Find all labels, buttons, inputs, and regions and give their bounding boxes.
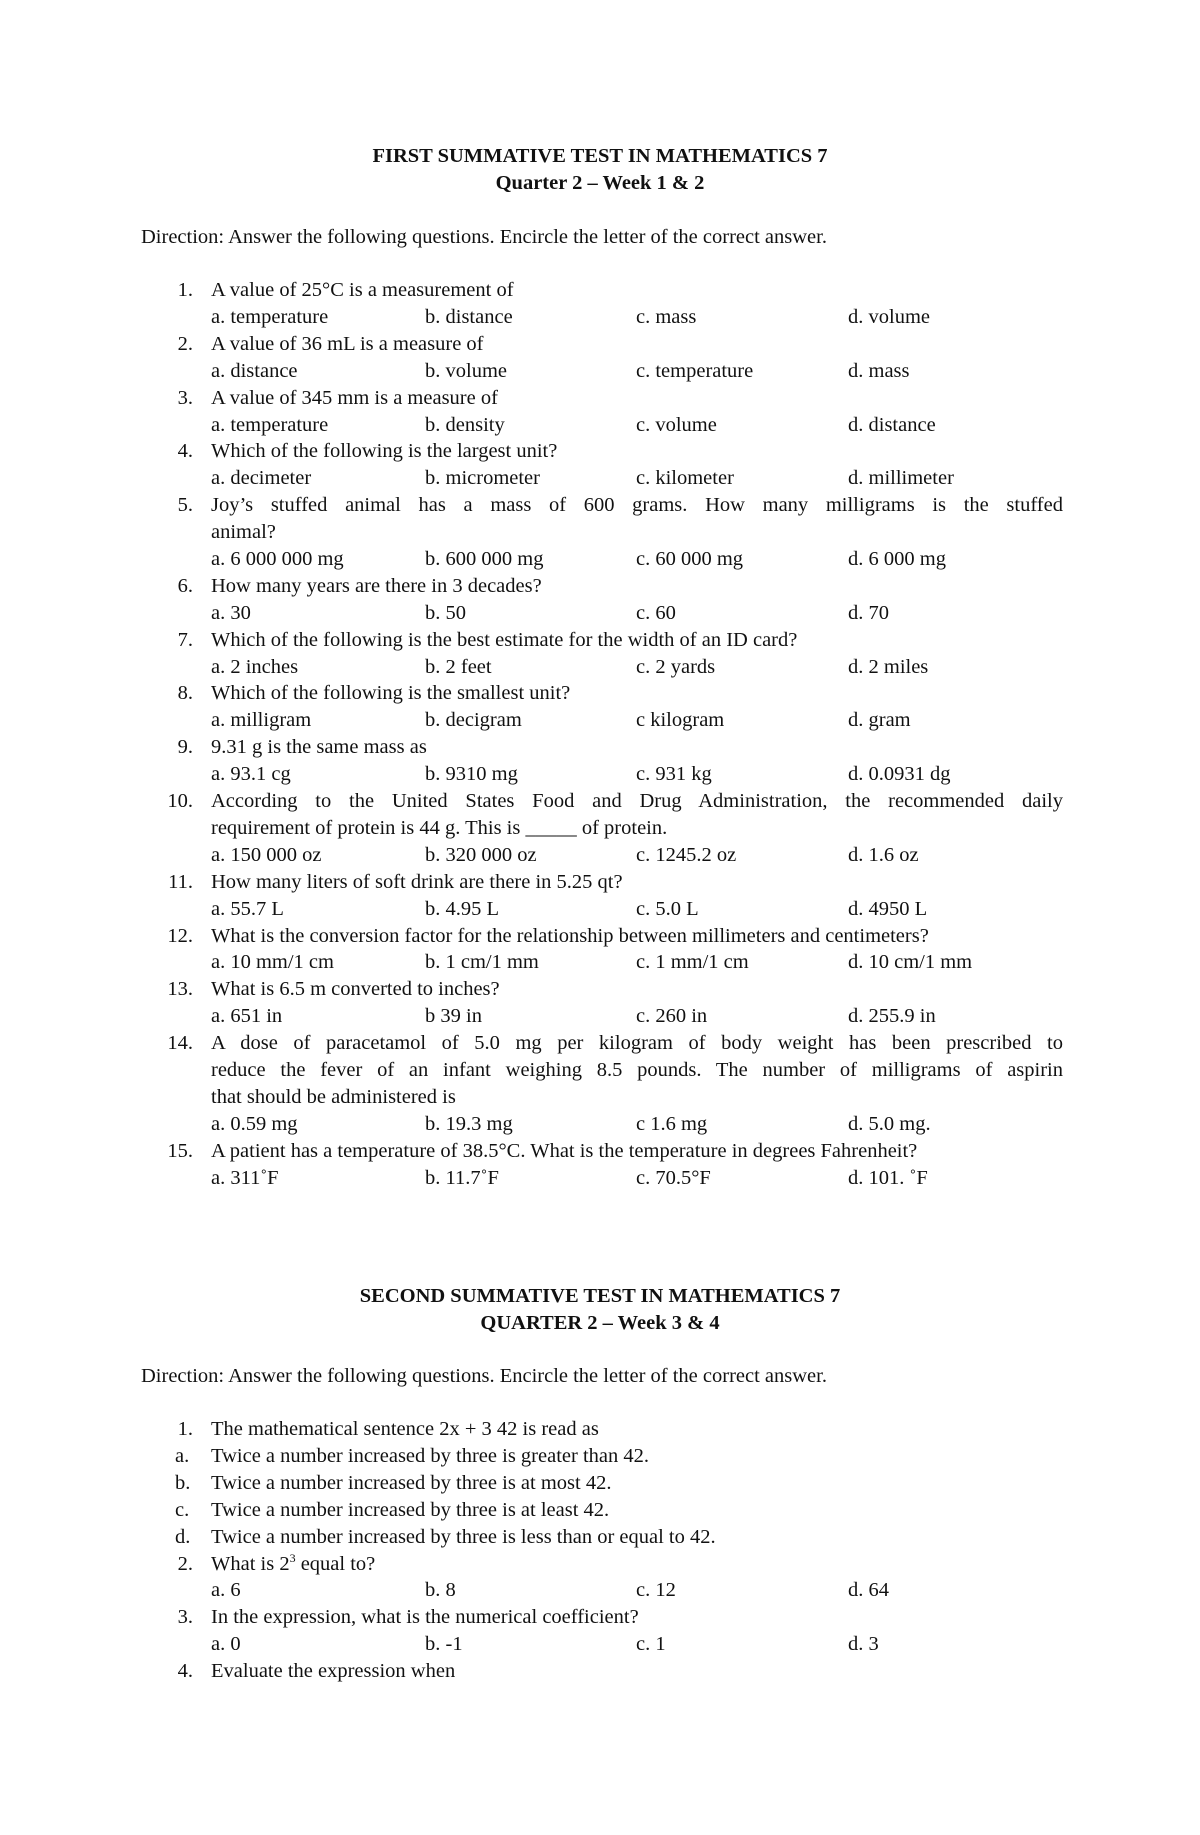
answer-options <box>141 1003 1063 1030</box>
question-item <box>141 680 1063 707</box>
option-c: c. 60 000 mg <box>636 548 744 570</box>
question-text-line: reduce the fever of an infant weighing 8.5 pounds. The number of milligrams of aspirin <box>211 1059 1063 1082</box>
question-item <box>141 277 1063 304</box>
question-item <box>141 923 1063 950</box>
answer-option <box>141 1497 1063 1524</box>
question-text <box>211 1138 1063 1165</box>
option-b: b. 8 <box>425 1579 456 1602</box>
question-text-line: How many years are there in 3 decades? <box>211 574 542 597</box>
answer-options <box>141 1165 1063 1192</box>
question-number: 13. <box>167 978 193 1001</box>
answer-options <box>141 896 1063 923</box>
option-d: d. millimeter <box>848 467 954 490</box>
question-number: 7. <box>177 628 193 651</box>
option-d: d. 5.0 mg. <box>848 1112 931 1135</box>
question-number: 4. <box>177 1660 193 1683</box>
question-number: 2. <box>177 1552 193 1575</box>
option-c: c. 60 <box>636 601 676 624</box>
option-d: d. 255.9 in <box>848 1005 936 1028</box>
question-text <box>211 734 1063 761</box>
option-b: b. 600 000 mg <box>425 548 544 570</box>
option-c: c. 12 <box>636 1579 676 1602</box>
option-b: b. distance <box>425 305 513 328</box>
question-text <box>211 385 1063 412</box>
question-item <box>141 627 1063 654</box>
option-a: a. 150 000 oz <box>211 843 322 866</box>
question-number: 4. <box>177 440 193 463</box>
question-item <box>141 1551 1063 1578</box>
question-text-line: According to the United States Food and Drug Administration, the recommended daily <box>211 790 1063 813</box>
question-text-line: that should be administered is <box>211 1085 456 1108</box>
question-text <box>211 573 1063 600</box>
question-item <box>141 1604 1063 1631</box>
question-number: 2. <box>177 332 193 355</box>
answer-options <box>141 842 1063 869</box>
option-letter: c. <box>175 1498 190 1521</box>
option-d: d. 101. ˚F <box>848 1166 928 1189</box>
option-a: a. decimeter <box>211 467 312 490</box>
test2-title: SECOND SUMMATIVE TEST IN MATHEMATICS 7 <box>359 1285 841 1307</box>
question-item <box>141 869 1063 896</box>
question-text-line: How many liters of soft drink are there in 5.25 qt? <box>211 870 623 893</box>
option-c: c. 260 in <box>636 1005 708 1028</box>
question-text <box>211 976 1063 1003</box>
answer-options <box>141 546 1063 573</box>
option-text: Twice a number increased by three is at most 42. <box>211 1471 612 1494</box>
option-a: a. 55.7 L <box>211 897 284 920</box>
option-b: b. micrometer <box>425 467 540 490</box>
option-d: d. 64 <box>848 1579 889 1602</box>
question-number: 1. <box>177 279 193 301</box>
question-text: The mathematical sentence 2x + 3 42 is read as <box>211 1418 599 1440</box>
question-text-line: animal? <box>211 521 276 544</box>
question-text <box>211 492 1063 546</box>
option-letter: d. <box>175 1525 191 1548</box>
question-item <box>141 1138 1063 1165</box>
answer-options <box>141 304 1063 331</box>
option-b: b. 9310 mg <box>425 763 518 786</box>
option-a: a. milligram <box>211 709 312 732</box>
question-text <box>211 331 1063 358</box>
question-item <box>141 1416 1063 1443</box>
option-a: a. 93.1 cg <box>211 763 291 786</box>
question-text <box>211 277 1063 304</box>
test1-title: FIRST SUMMATIVE TEST IN MATHEMATICS 7 <box>372 145 828 167</box>
option-text: Twice a number increased by three is less than or equal to 42. <box>211 1525 716 1548</box>
answer-options <box>141 412 1063 439</box>
option-b: b. density <box>425 413 505 436</box>
option-c: c. mass <box>636 305 697 328</box>
option-c: c. 1 <box>636 1633 666 1656</box>
question-number: 12. <box>167 924 193 947</box>
question-text-line: What is the conversion factor for the relationship between millimeters and centimeters? <box>211 924 929 947</box>
question-text-line: Joy’s stuffed animal has a mass of 600 grams. How many milligrams is the stuffed <box>211 494 1063 517</box>
question-text-line: What is 6.5 m converted to inches? <box>211 978 500 1001</box>
option-c: c. 70.5°F <box>636 1166 711 1189</box>
test1-subtitle: Quarter 2 – Week 1 & 2 <box>495 172 705 194</box>
question-number: 5. <box>177 494 193 517</box>
option-c: c. 5.0 L <box>636 897 699 920</box>
answer-options <box>141 1111 1063 1138</box>
answer-options <box>141 358 1063 385</box>
option-b: b. 320 000 oz <box>425 843 537 866</box>
answer-options <box>141 707 1063 734</box>
option-a: a. 0.59 mg <box>211 1112 298 1135</box>
option-d: d. 70 <box>848 601 889 624</box>
test1-questions <box>141 277 1063 1192</box>
question-text-part: equal to? <box>295 1552 376 1575</box>
option-a: a. 0 <box>211 1633 241 1656</box>
option-letter: a. <box>175 1444 190 1467</box>
option-b: b. decigram <box>425 709 522 732</box>
question-text-line: A value of 25°C is a measurement of <box>211 279 514 301</box>
option-d: d. distance <box>848 413 936 436</box>
question-item <box>141 976 1063 1003</box>
test1-direction: Direction: Answer the following questions. Encircle the letter of the correct answer. <box>141 226 827 248</box>
question-item <box>141 438 1063 465</box>
question-item <box>141 573 1063 600</box>
option-b: b. 1 cm/1 mm <box>425 951 539 974</box>
question-item <box>141 385 1063 412</box>
answer-options <box>141 1631 1063 1658</box>
option-c: c. 1 mm/1 cm <box>636 951 749 974</box>
question-text-line: A value of 36 mL is a measure of <box>211 332 484 355</box>
option-b: b 39 in <box>425 1005 482 1028</box>
option-text: Twice a number increased by three is greater than 42. <box>211 1444 649 1467</box>
option-d: d. 4950 L <box>848 897 928 920</box>
option-a: a. temperature <box>211 305 329 328</box>
option-c: c. 2 yards <box>636 655 716 678</box>
option-d: d. 10 cm/1 mm <box>848 951 973 974</box>
question-number: 9. <box>177 736 193 759</box>
option-b: b. volume <box>425 359 507 382</box>
option-text: Twice a number increased by three is at least 42. <box>211 1498 610 1521</box>
question-text-line: Which of the following is the best estimate for the width of an ID card? <box>211 628 798 651</box>
option-a: a. 311˚F <box>211 1166 279 1189</box>
option-a: a. 10 mm/1 cm <box>211 951 334 974</box>
question-text <box>211 869 1063 896</box>
option-d: d. 3 <box>848 1633 879 1656</box>
answer-options <box>141 600 1063 627</box>
test2-subtitle: QUARTER 2 – Week 3 & 4 <box>480 1312 720 1334</box>
option-d: d. volume <box>848 305 930 328</box>
option-d: d. 2 miles <box>848 655 929 678</box>
question-item <box>141 492 1063 546</box>
question-item <box>141 788 1063 842</box>
answer-option <box>141 1524 1063 1551</box>
answer-option <box>141 1470 1063 1497</box>
option-letter: b. <box>175 1471 191 1494</box>
question-text-line: A patient has a temperature of 38.5°C. What is the temperature in degrees Fahrenheit? <box>211 1139 918 1162</box>
option-d: d. 0.0931 dg <box>848 763 951 786</box>
question-number: 14. <box>167 1032 193 1055</box>
question-number: 3. <box>177 1606 193 1629</box>
question-item <box>141 734 1063 761</box>
option-b: b. -1 <box>425 1633 463 1656</box>
option-d: d. gram <box>848 709 911 732</box>
answer-options <box>141 1577 1063 1604</box>
option-b: b. 19.3 mg <box>425 1112 513 1135</box>
option-a: a. 2 inches <box>211 655 299 678</box>
question-text-line: requirement of protein is 44 g. This is _____ of protein. <box>211 816 668 839</box>
question-number: 6. <box>177 574 193 597</box>
option-a: a. 30 <box>211 601 251 624</box>
question-text-line: 9.31 g is the same mass as <box>211 736 427 759</box>
exponent: 3 <box>289 1550 296 1565</box>
test2-questions <box>141 1416 1063 1685</box>
option-d: d. 6 000 mg <box>848 548 946 570</box>
option-c: c. volume <box>636 413 717 436</box>
option-c: c. temperature <box>636 359 754 382</box>
question-text <box>211 680 1063 707</box>
question-text <box>211 788 1063 842</box>
option-d: d. mass <box>848 359 910 382</box>
option-a: a. distance <box>211 359 298 382</box>
option-b: b. 11.7˚F <box>425 1166 499 1189</box>
question-item <box>141 1658 1063 1685</box>
option-a: a. 6 <box>211 1579 241 1602</box>
test2-direction: Direction: Answer the following questions. Encircle the letter of the correct answer. <box>141 1365 827 1387</box>
option-a: a. 6 000 000 mg <box>211 548 344 570</box>
option-a: a. temperature <box>211 413 329 436</box>
option-c: c. kilometer <box>636 467 734 490</box>
answer-options <box>141 761 1063 788</box>
option-a: a. 651 in <box>211 1005 283 1028</box>
option-c: c. 1245.2 oz <box>636 843 737 866</box>
question-text-part: What is 2 <box>211 1552 290 1575</box>
question-text <box>211 627 1063 654</box>
question-number: 1. <box>177 1418 193 1440</box>
answer-options <box>141 465 1063 492</box>
question-text <box>211 1551 1063 1578</box>
question-text-line: A value of 345 mm is a measure of <box>211 386 498 409</box>
option-c: c kilogram <box>636 709 725 732</box>
question-item <box>141 331 1063 358</box>
question-text <box>211 1030 1063 1111</box>
question-text: Evaluate the expression when <box>211 1660 456 1683</box>
option-c: c 1.6 mg <box>636 1112 708 1135</box>
option-c: c. 931 kg <box>636 763 712 786</box>
question-number: 11. <box>168 870 193 893</box>
question-number: 10. <box>167 790 193 813</box>
option-d: d. 1.6 oz <box>848 843 919 866</box>
answer-options <box>141 949 1063 976</box>
question-text <box>211 438 1063 465</box>
question-text-line: Which of the following is the smallest unit? <box>211 682 571 705</box>
question-number: 3. <box>177 386 193 409</box>
question-text-line: Which of the following is the largest unit? <box>211 440 558 463</box>
question-text: In the expression, what is the numerical coefficient? <box>211 1606 639 1629</box>
answer-option <box>141 1443 1063 1470</box>
answer-options <box>141 654 1063 681</box>
question-item <box>141 1030 1063 1111</box>
question-number: 15. <box>167 1139 193 1162</box>
option-b: b. 50 <box>425 601 466 624</box>
question-text-line: A dose of paracetamol of 5.0 mg per kilogram of body weight has been prescribed to <box>211 1032 1063 1055</box>
option-b: b. 2 feet <box>425 655 492 678</box>
question-number: 8. <box>177 682 193 705</box>
question-text <box>211 923 1063 950</box>
option-b: b. 4.95 L <box>425 897 500 920</box>
